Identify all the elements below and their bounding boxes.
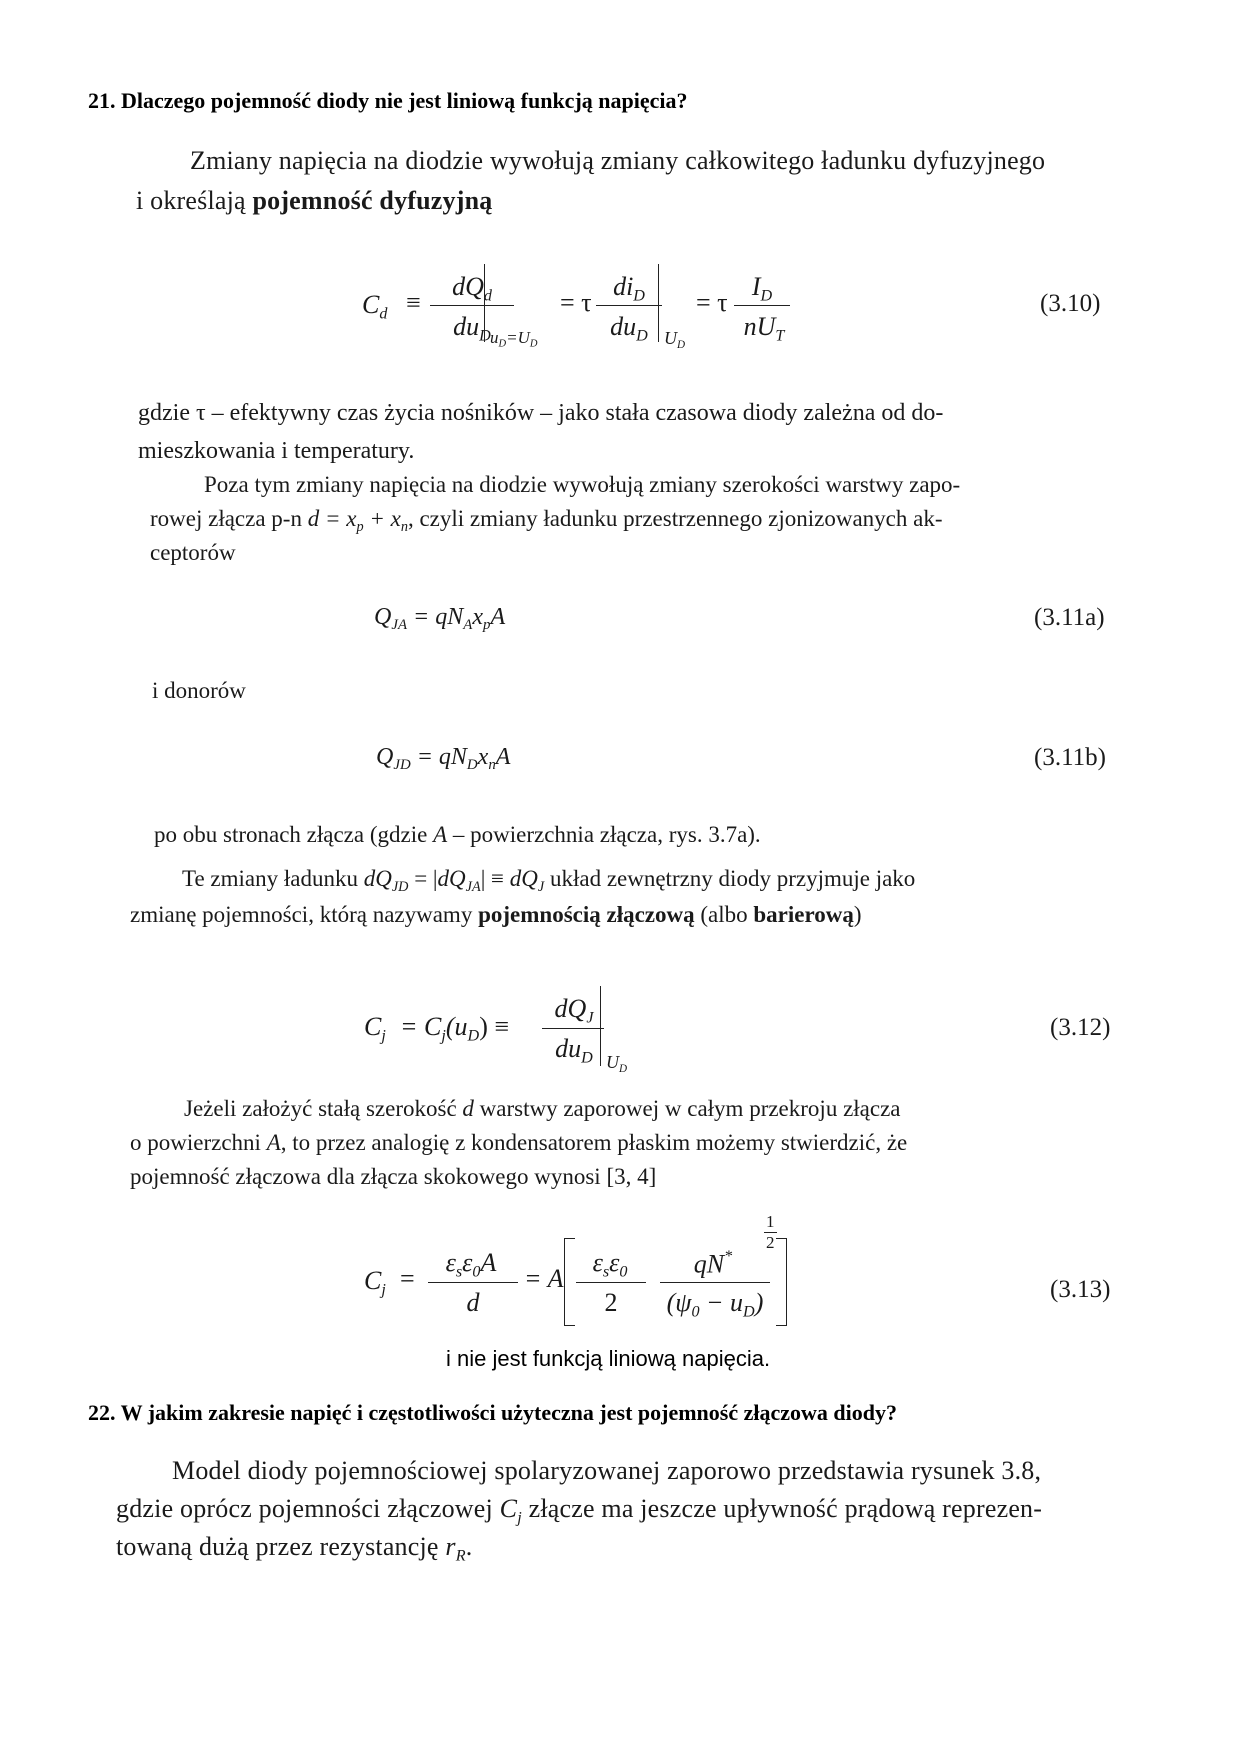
q22-paragraph-line-3: towaną dużą przez rezystancję $r_R$. [116,1532,473,1565]
eq310-eval2: $U_D$ [664,328,686,351]
eq312-fraction-bar [542,1028,604,1029]
eq310-fraction-bar-1 [430,305,514,306]
term-diffusion-capacitance: pojemność dyfuzyjną [252,186,493,215]
paragraph-3-line-3: ceptorów [150,540,236,565]
equation-label-3-13: (3.13) [1050,1276,1111,1303]
question-21-title: 21. Dlaczego pojemność diody nie jest liniową funkcją napięcia? [88,88,688,113]
eq310-eval-bar-1 [484,264,485,342]
eq310-den2: $du_D$ [610,312,648,345]
eq310-num3: $I_D$ [751,272,773,305]
q22-paragraph-line-1: Model diody pojemnościowej spolaryzowanej zaporowo przedstawia rysunek 3.8, [172,1456,1042,1485]
eq313-right-bracket [776,1238,787,1326]
eq310-num1: $dQ_d$ [452,272,492,305]
equation-3-10: $C_d$ ≡ $dQ_d$ $du_D$ $u_D=U_D$ = τ $di_D$ $du_D$ $U_D$ = τ $I_D$ $nU_T$ [362,270,822,360]
paragraph-4: po obu stronach złącza (gdzie A – powierzchnia złącza, rys. 3.7a). [154,822,761,847]
question-22-title: 22. W jakim zakresie napięć i częstotliwości użyteczna jest pojemność złączowa diody? [88,1400,897,1425]
eq310-lhs: $C_d$ [362,290,388,323]
paragraph-6-line-2: o powierzchni A, to przez analogię z kondensatorem płaskim możemy stwierdzić, że [130,1130,908,1155]
paragraph-1-line-2: i określają pojemność dyfuzyjną [136,186,493,215]
q22-paragraph-line-2: gdzie oprócz pojemności złączowej $C_j$ złącze ma jeszcze upływność prądową reprezen- [116,1494,1043,1527]
equation-3-12: $C_j$ = $C_j(u_D)$ ≡ $dQ_J$ $du_D$ $U_D$ [364,990,644,1080]
paragraph-5-line-2: zmianę pojemności, którą nazywamy pojemnością złączową (albo barierową) [130,902,862,927]
conclusion: i nie jest funkcją liniową napięcia. [446,1346,771,1371]
eq312-eval-bar [600,986,601,1066]
equation-label-3-10: (3.10) [1040,290,1101,317]
paragraph-6-line-1: Jeżeli założyć stałą szerokość d warstwy zaporowej w całym przekroju złącza [184,1096,901,1121]
equation-3-13: $C_j$ = $\varepsilon_s\varepsilon_0A$ d = A $\varepsilon_s\varepsilon_0$ 2 qN* $(\psi_0 - u_D)$ [364,1218,784,1328]
eq310-den1: $du_D$ [453,312,491,345]
eq313-exponent: 1 2 [766,1212,775,1252]
paragraph-5-line-1: Te zmiany ładunku $dQ_{JD} = |dQ_{JA}| \equiv dQ_J$ układ zewnętrzny diody przyjmuje jako [182,866,916,895]
donors-label: i donorów [152,678,246,703]
term-barrier-capacitance: barierową [753,902,854,927]
term-junction-capacitance: pojemnością złączową [478,902,695,927]
paragraph-6-line-3: pojemność złączowa dla złącza skokowego wynosi [3, 4] [130,1164,657,1189]
eq313-fraction-bar-1 [428,1282,518,1283]
equation-label-3-11b: (3.11b) [1034,744,1106,771]
eq310-eval-bar-2 [658,264,659,342]
paragraph-3-line-1: Poza tym zmiany napięcia na diodzie wywołują zmiany szerokości warstwy zapo- [204,472,961,497]
equation-3-11a: $Q_{JA} = qN_Ax_pA$ [374,604,506,634]
eq310-num2: $di_D$ [613,272,645,305]
equation-label-3-11a: (3.11a) [1034,604,1105,631]
paragraph-2-line-2: mieszkowania i temperatury. [138,438,415,464]
eq310-fraction-bar-3 [734,305,790,306]
eq313-fraction-bar-3 [660,1282,770,1283]
eq313-fraction-bar-2 [576,1282,646,1283]
equation-3-11b: $Q_{JD} = qN_Dx_nA$ [376,744,511,774]
eq310-den3: $nU_T$ [743,312,785,345]
eq310-eval1: $u_D=U_D$ [490,328,538,350]
paragraph-1-line-1: Zmiany napięcia na diodzie wywołują zmiany całkowitego ładunku dyfuzyjnego [190,146,1046,175]
eq310-fraction-bar-2 [596,305,662,306]
paragraph-3-line-2: rowej złącza p-n $d = x_p + x_n$, czyli zmiany ładunku przestrzennego zjonizowanych ak- [150,506,943,535]
equation-label-3-12: (3.12) [1050,1014,1111,1041]
paragraph-2-line-1: gdzie τ – efektywny czas życia nośników – jako stała czasowa diody zależna od do- [138,400,944,426]
